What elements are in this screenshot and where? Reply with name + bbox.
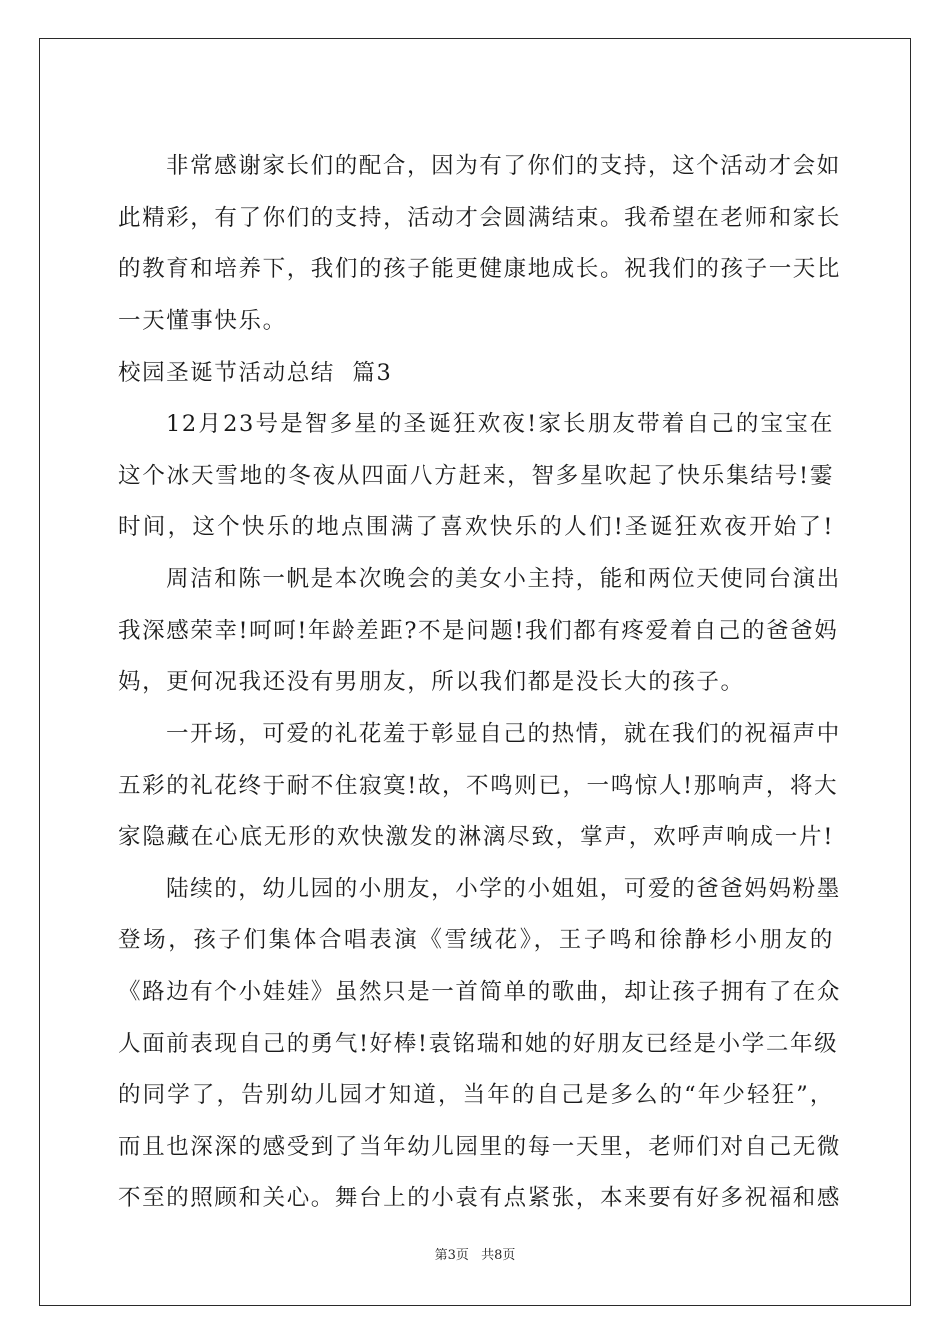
text-line: 的教育和培养下，我们的孩子能更健康地成长。祝我们的孩子一天比 [118,256,842,282]
text-line: 而且也深深的感受到了当年幼儿园里的每一天里，老师们对自己无微 [118,1134,842,1160]
text-line: 非常感谢家长们的配合，因为有了你们的支持，这个活动才会如 [166,153,841,179]
text-line: 家隐藏在心底无形的欢快激发的淋漓尽致，掌声，欢呼声响成一片! [118,824,834,850]
page-number: 第3页 [434,1248,469,1263]
text-line: 五彩的礼花终于耐不住寂寞!故，不鸣则已，一鸣惊人!那响声，将大 [118,773,839,799]
text-line: 我深感荣幸!呵呵!年龄差距?不是问题!我们都有疼爱着自己的爸爸妈 [118,618,839,644]
text-line: 12月23号是智多星的圣诞狂欢夜!家长朋友带着自己的宝宝在 [166,411,834,437]
section-heading: 校园圣诞节活动总结 篇3 [118,360,393,386]
text-line: 妈，更何况我还没有男朋友，所以我们都是没长大的孩子。 [118,669,745,695]
text-line: 的同学了，告别幼儿园才知道，当年的自己是多么的“年少轻狂”， [118,1082,834,1108]
text-line: 一开场，可爱的礼花羞于彰显自己的热情，就在我们的祝福声中 [166,721,841,747]
text-line: 陆续的，幼儿园的小朋友，小学的小姐姐，可爱的爸爸妈妈粉墨 [166,876,841,902]
page-frame [39,38,911,1306]
page-total: 共8页 [481,1248,516,1263]
text-line: 此精彩，有了你们的支持，活动才会圆满结束。我希望在老师和家长 [118,205,842,231]
text-line: 时间，这个快乐的地点围满了喜欢快乐的人们!圣诞狂欢夜开始了! [118,514,834,540]
text-line: 登场，孩子们集体合唱表演《雪绒花》，王子鸣和徐静杉小朋友的 [118,927,834,953]
text-line: 周洁和陈一帆是本次晚会的美女小主持，能和两位天使同台演出 [166,566,841,592]
text-line: 一天懂事快乐。 [118,308,287,334]
text-line: 《路边有个小娃娃》虽然只是一首简单的歌曲，却让孩子拥有了在众 [118,979,842,1005]
text-line: 不至的照顾和关心。舞台上的小袁有点紧张，本来要有好多祝福和感 [118,1185,842,1211]
text-line: 人面前表现自己的勇气!好棒!袁铭瑞和她的好朋友已经是小学二年级 [118,1031,839,1057]
text-line: 这个冰天雪地的冬夜从四面八方赶来，智多星吹起了快乐集结号!霎 [118,463,834,489]
page-footer [0,1244,950,1263]
